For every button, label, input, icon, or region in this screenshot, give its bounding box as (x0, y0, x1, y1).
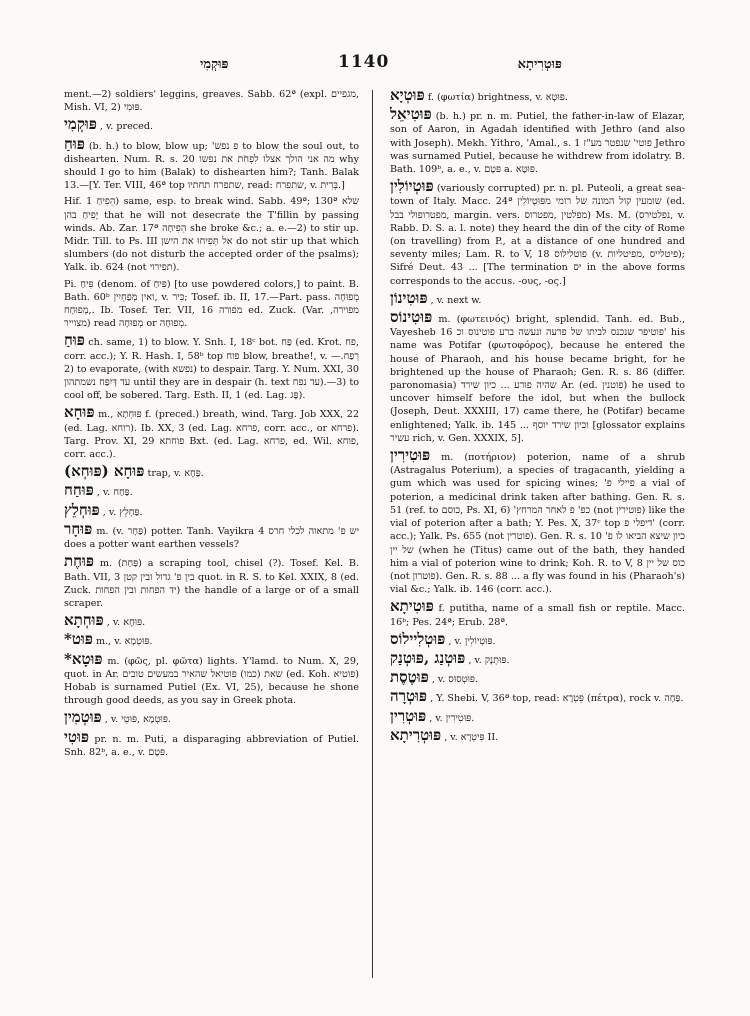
entry-definition: , Y. Shebi. V, 36ª top, read: פֵּטְרָא (πέτρα), rock v. פַּחָה. (430, 693, 684, 705)
dictionary-entry (64, 405, 359, 461)
entry-headword: פּוּחְתָא (64, 611, 104, 630)
entry-definition: m. (φῶς, pl. φῶτα) lights. Y'lamd. to Num. X, 29, quot. in Ar. שאת (כמו) פוטיאל שהאיר במעשים טובים (ed. Koh. פוטיא) Hobab is surnamed Putiel (Ex. VI, 25), because he shone through good deeds, as you say in Greek phota. (64, 655, 359, 707)
entry-headword: פּוּחֶת (64, 552, 95, 571)
running-head-right: פּוּטְרִיתָא (517, 57, 562, 72)
entry-headword: פּוּחְלֵץ (64, 500, 100, 519)
entry-headword: *פּוּטָא (64, 649, 103, 668)
entry-definition: , v. פַּחְלֵץ. (102, 506, 143, 518)
entry-definition: , v. next w. (430, 294, 482, 306)
entry-definition: Pi. פִּיחַ (denom. of פִּיחַ) [to use powdered colors,] to paint. B. Bath. 60ᵇ ואין מְפַחְיִין, v. כִּיר; Tosef. ib. II, 17.—Part. pass. מְפוּחָה ,מְפוּחָח. Ib. Tosef. Ter. VII, 16 מפורה ed. Zuck. (Var. מפוירה, מצוייר) read מְפוּחָה or מְפוּחָה. (64, 278, 360, 330)
dictionary-entry (390, 179, 685, 288)
dictionary-entry (64, 117, 359, 133)
dictionary-entry (390, 310, 685, 445)
column-divider (372, 90, 373, 978)
dictionary-entry (64, 134, 359, 193)
running-head-left: פּוּקְמִי (200, 57, 229, 72)
dictionary-entry (390, 599, 685, 628)
entry-definition: m., פּוּחְתָא f. (preced.) breath, wind. Targ. Job XXX, 22 (ed. Lag. רוחא). Ib. XX, 3 (ed. Lag. פרחא, corr. acc., or פרחא). Targ. Prov. XI, 29 פוחתא Bxt. (ed. Lag. פרחא, ed. Wil. פוחא, corr. acc.). (64, 409, 359, 461)
left-column (64, 88, 359, 762)
entry-headword: פּוּטְלִיילוֹס (390, 629, 446, 648)
entry-headword: פּוּטְיוֹלִין (390, 177, 434, 196)
entry-headword: פּוּטִיתָא (390, 597, 434, 616)
entry-definition: m. (v. פַּחָר) potter. Tanh. Vayikra 4 יש פ' מתאוה לכלי חרס does a potter want earthen vessels? (64, 525, 359, 551)
entry-definition: (variously corrupted) pr. n. pl. Puteoli, a great sea-town of Italy. Macc. 24ª שומעין קול המונה של רומי מפּוּטְיוֹלִין (ed. מפטרופולי בבל, margin. vers. מפלטין ,מפטרוס) Ms. M. (נפלטירס, v. Rabb. D. S. a. l. note) they heard the din of the city of Rome (on travelling) from P., at a distance of one hundred and seventy miles; Lam. R. to V, 18 פוטלילוס (v. פיטלייס ,מפיטליות); Sifré Deut. 43 ... [The termination יס in the above forms corresponds to the accus. -ους, -ος.] (390, 183, 685, 287)
entry-definition: , v. פּוּטְיוֹלִין. (448, 635, 496, 647)
dictionary-entry (390, 629, 685, 648)
entry-definition: ment.—2) soldiers' leggins, greaves. Sabb. 62ª (expl. מגפיים, Mish. VI, 2) פּוּמִי. (64, 89, 359, 114)
right-column (390, 88, 685, 747)
entry-definition: (b. h.) pr. n. m. Putiel, the father-in-law of Elazar, son of Aaron, in Agadah identified with Jethro (and also with Joseph). Mekh. Yithro, 'Amal., s. 1 פוטי' שנפטר מע"ז Jethro was surnamed Putiel, because he withdrew from idolatry. B. Bath. 109ᵇ, a. e., v. פּטָם a. פּוּטָא. (390, 111, 685, 176)
entry-definition: pr. n. m. Puti, a disparaging abbreviation of Putiel. Snh. 82ᵇ, a. e., v. פּטָם. (64, 733, 359, 758)
entry-headword: פּוּטְיָא (390, 86, 425, 104)
entry-headword: פּוּחַ (64, 134, 85, 153)
entry-definition: ch. same, 1) to blow. Y. Snh. I, 18ᶜ bot. פַּח (ed. Krot. פח, corr. acc.); Y. R. Hash. I, 58ᵇ top פוח blow, breathe!, v. רְפַח.—2) to evaporate, (with נפשא) to despair. Targ. Y. Num. XXI, 30 עד דְּיִפַּח נשמתהון until they are in despair (h. text עד נפח).—3) to cool off, be sobered. Targ. Esth. II, 1 (ed. Lag. פָּג). (64, 337, 359, 402)
dictionary-entry (64, 554, 359, 610)
dictionary-entry (64, 649, 359, 708)
entry-headword: פּוּטְרִין (390, 706, 427, 725)
page-number: 1140 (338, 52, 390, 72)
dictionary-entry (390, 670, 685, 686)
dictionary-entry (390, 288, 685, 307)
entry-headword: פּוּטְמִין (64, 708, 102, 727)
entry-definition: f. putitha, name of a small fish or reptile. Macc. 16ᵇ; Pes. 24ª; Erub. 28ª. (390, 603, 685, 628)
entry-headword: פּוּטִירִין (390, 446, 431, 465)
entry-headword: פּוּטִיאֵל (390, 105, 432, 124)
dictionary-entry (64, 710, 359, 726)
entry-definition: f. (φωτία) brightness, v. פּוּטָא. (427, 92, 568, 103)
entry-headword: פּוּחַ (64, 331, 85, 350)
entry-definition: , v. פִּיטְרָא II. (444, 731, 499, 743)
dictionary-entry (64, 278, 359, 331)
dictionary-entry (64, 727, 359, 759)
entry-definition: , v. פּוּטִירִין. (429, 712, 475, 724)
entry-headword: פּוּחָא (פּוּחְא) (64, 462, 145, 481)
entry-headword: פּוּקְמִי (64, 115, 97, 134)
entry-headword: פּוּטְנַג ,פּוּטְנַק (390, 648, 466, 667)
dictionary-entry (64, 464, 359, 480)
entry-headword: פּוּחָא (64, 403, 95, 422)
entry-headword: פּוּחָר (64, 519, 93, 538)
dictionary-entry (64, 519, 359, 551)
entry-definition: m. (ποτήριον) poterion, name of a shrub (Astragalus Poterium), a species of tragacanth, yielding a gum which was used for spicing wines; 'פיילי פ a vial of poterion, a medicinal drink taken after bathing. Gen. R. s. 51 (ref. to כוסם, Ps. XI, 6) 'כפ' פ לאחר המרחץ (not פוטירין) like the vial of poterion after a bath; Y. Pes. X, 37ᶜ top דיפלי פ' (corr. acc.); Yalk. Ps. 655 (not פוטרין). Gen. R. s. 10 כיון שיצא הביאו לו פ' של יין (when he (Titus) came out of the bath, they handed him a vial of poterion wine to drink; Koh. R. to V, 8 כוס של יין (not פוטרון). Gen. R. s. 88 ... a fly was found in his (Pharaoh's) vial &c.; Yalk. ib. 146 (corr. acc.). (390, 452, 685, 596)
dictionary-entry (64, 500, 359, 519)
entry-definition: m., v. פּוּטְמָא. (95, 636, 153, 648)
dictionary-entry (390, 107, 685, 176)
entry-definition: m. (φωτεινός) bright, splendid. Tanh. ed. Bub., Vayesheb 16 פוטיפר שנכנס לביתו של פרעה ונעשה ברע פוטינוס וכ' his name was Potifar (φωτοφόρος), because he entered the house of Pharaoh, and his house became bright, for he brightened up the house of Pharaoh; Gen. R. s. 86 (differ. paronomasia) שהיה פורע ... כיון שירד Ar. (ed. פוטנין) he used to uncover himself before the idol, but when the bullock (Joseph, Deut. XXXIII, 17) came there, he (Potifar) became enlightened; Yalk. ib. 145 ... וכיון שירד יוסף [glossator explains עשיר rich, v. Gen. XXXIX, 5]. (390, 314, 686, 444)
dictionary-entry (64, 483, 359, 499)
entry-definition: , v. פּוּחָא. (106, 617, 146, 629)
entry-definition: (b. h.) to blow, blow up; 'פ נפש to blow the soul out, to dishearten. Num. R. s. 20 מה אני הולך אצלו לִפְחֹת את נפשו why should I go to him (Balak) to dishearten him?; Tanh. Balak 13.—[Y. Ter. VIII, 46ª top שתפרח תחתיו, read: שתפרח, v. בְּרִית.] (64, 140, 359, 192)
dictionary-entry (64, 632, 359, 648)
entry-headword: פּוּטִי (64, 727, 89, 746)
entry-definition: , v. preced. (99, 121, 154, 133)
entry-definition: , v. פּוּתְנָק. (468, 654, 510, 666)
entry-headword: פּוּטְרִיתָא (390, 725, 442, 744)
dictionary-entry (64, 88, 359, 114)
entry-definition: , v. פּוּטְסוּס. (431, 674, 479, 686)
dictionary-entry (390, 648, 685, 667)
dictionary-entry (64, 195, 359, 274)
entry-headword: פּוּטִינוֹס (390, 308, 433, 327)
dictionary-entry (64, 613, 359, 629)
entry-definition: , v. פַּחַח. (96, 487, 133, 499)
entry-headword: פּוּטְרָה (390, 687, 428, 706)
entry-headword: פּוּחַח (64, 481, 94, 500)
entry-definition: trap, v. פַּחָא. (147, 468, 204, 480)
dictionary-entry (390, 448, 685, 596)
entry-headword: פּוּטִינוֹן (390, 288, 428, 307)
dictionary-entry (390, 88, 685, 104)
dictionary-entry (390, 689, 685, 705)
dictionary-entry (390, 725, 685, 744)
running-head (60, 52, 690, 78)
dictionary-entry (390, 706, 685, 725)
entry-headword: *פּוּט (64, 630, 93, 649)
entry-headword: פּוּטֶסֶת (390, 668, 429, 687)
entry-definition: , v. פּוּטְמָא ,פּוּטֵי. (104, 714, 171, 726)
entry-definition: Hif. הֵפִיחַ 1) same, esp. to break wind. Sabb. 49ª; 130ª שלא יָפִיחַ בהן that he will not desecrate the T'fillin by passing winds. Ab. Zar. 17ª הֵפִיחָה she broke &c.; a. e.—2) to stir up. Midr. Till. to Ps. III אל תְּפִיחוּ את הישן do not stir up that which slumbers (do not disturb the accepted order of the psalms); Yalk. ib. 624 (not תפירוי). (64, 196, 360, 274)
entry-definition: m. (פַּחַת) a scraping tool, chisel (?). Tosef. Kel. B. Bath. VII, 3 בין פ' גדול ובין קטן quot. in R. S. to Kel. XXIX, 8 (ed. Zuck. יד הפחות ובין הפחות) the handle of a large or of a small scraper. (64, 558, 360, 609)
dictionary-entry (64, 333, 359, 402)
